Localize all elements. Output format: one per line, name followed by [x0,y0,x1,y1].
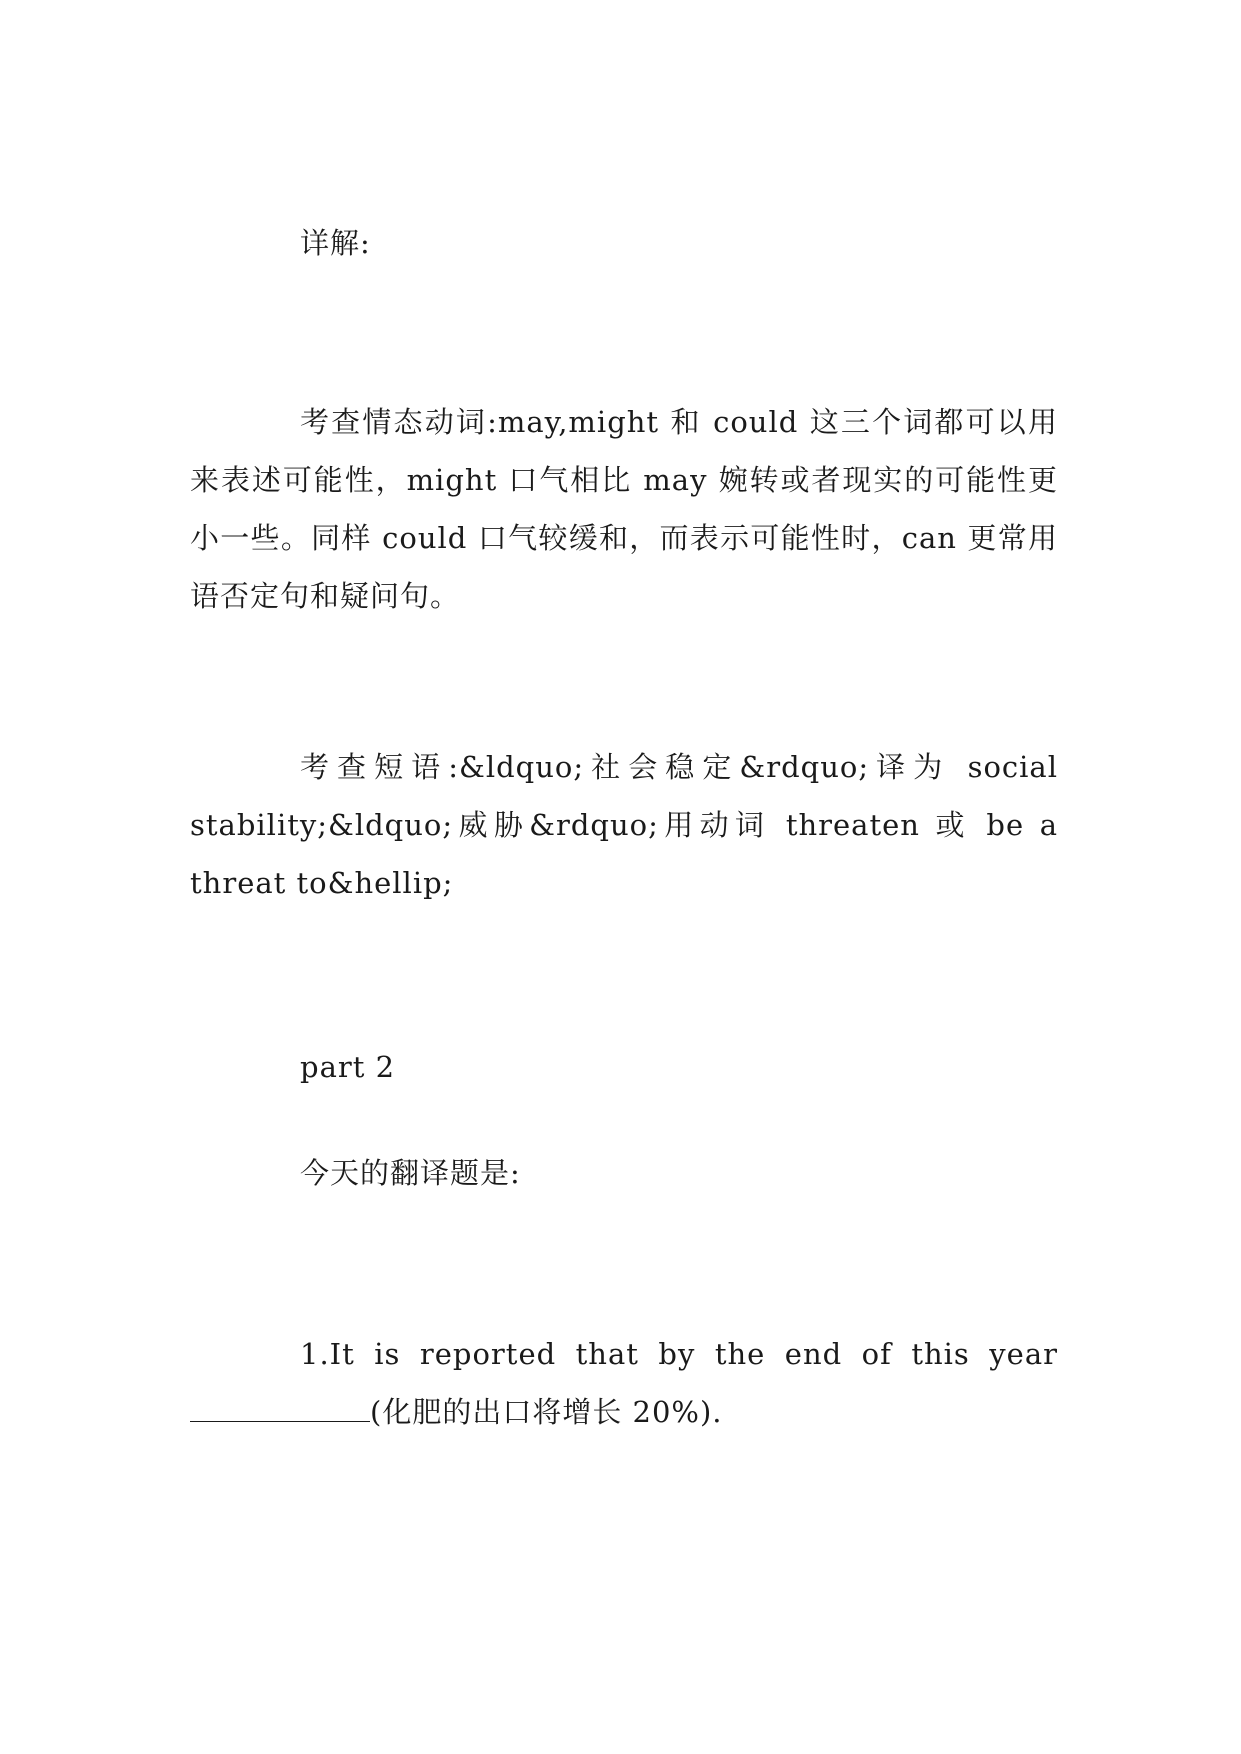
modal-verbs-paragraph: 考查情态动词:may,might 和 could 这三个词都可以用来表述可能性，might 口气相比 may 婉转或者现实的可能性更小一些。同样 could 口气较缓和，而表示可能性时，can 更常用语否定句和疑问句。 [190,405,1058,613]
explanation-heading: 详解: [300,226,371,260]
question-1-hint: (化肥的出口将增长 20%). [370,1395,723,1429]
phrase-paragraph: 考查短语:&ldquo;社会稳定&rdquo;译为 social stability;&ldquo;威胁&rdquo;用动词 threaten 或 be a threat to&hellip; [190,750,1058,900]
question-1-prompt: 1.It is reported that by the end of this year [300,1337,1058,1371]
answer-blank[interactable] [190,1391,370,1422]
question-1 [190,1325,1058,1441]
part-label: part 2 [300,1050,396,1084]
translation-intro: 今天的翻译题是: [300,1156,521,1190]
